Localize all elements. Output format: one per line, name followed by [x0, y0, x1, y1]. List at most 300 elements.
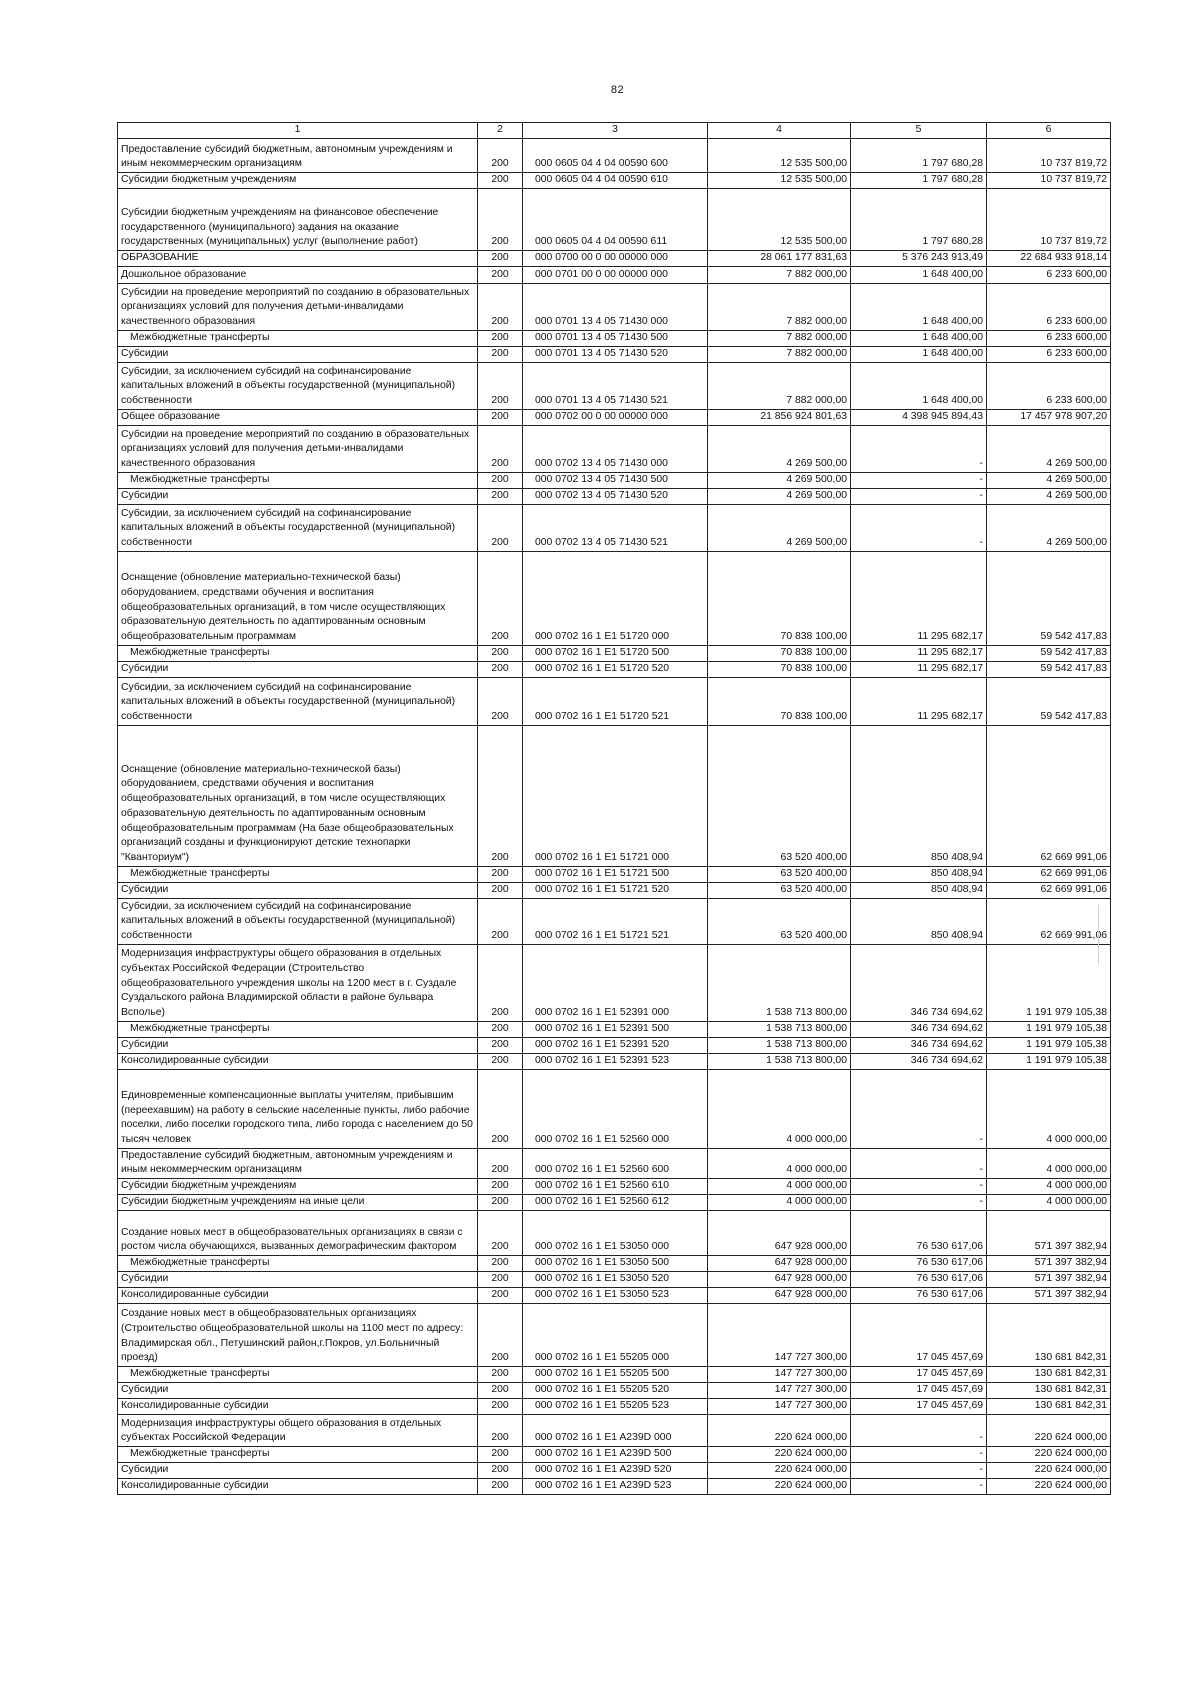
- row-name-cell: [118, 1148, 478, 1178]
- row-plan-cell: 7 882 000,00: [708, 266, 851, 283]
- row-name-cell: [118, 346, 478, 362]
- row-remaining-cell: 6 233 600,00: [987, 266, 1111, 283]
- row-status-cell: 200: [478, 725, 523, 866]
- table-row: [118, 1037, 1111, 1053]
- row-status-cell: 200: [478, 1148, 523, 1178]
- row-name-cell: [118, 645, 478, 661]
- row-status-cell: 200: [478, 1415, 523, 1447]
- row-plan-cell: 70 838 100,00: [708, 661, 851, 677]
- row-status-cell: 200: [478, 1037, 523, 1053]
- row-plan-cell: 63 520 400,00: [708, 882, 851, 898]
- row-executed-cell: -: [851, 1415, 987, 1447]
- column-header: 2: [478, 123, 523, 139]
- row-remaining-cell: 59 542 417,83: [987, 551, 1111, 645]
- row-name-cell: [118, 1304, 478, 1367]
- column-header: 6: [987, 123, 1111, 139]
- row-name-text: Субсидии, за исключением субсидий на софинансирование капитальных вложений в объекты государственной (муниципальной) собственности: [121, 681, 456, 722]
- row-status-cell: 200: [478, 1021, 523, 1037]
- row-executed-cell: -: [851, 1195, 987, 1211]
- row-plan-cell: 12 535 500,00: [708, 189, 851, 251]
- row-plan-cell: 1 538 713 800,00: [708, 1037, 851, 1053]
- table-row: [118, 1148, 1111, 1178]
- row-status-cell: 200: [478, 1479, 523, 1495]
- table-row: [118, 898, 1111, 944]
- row-name-text: Оснащение (обновление материально-технической базы) оборудованием, средствами обучения и воспитания общеобразовательных организаций, в том числе осуществляющих образовательную деятельность по адаптированным основным общеобразовательным программам: [121, 572, 446, 642]
- row-remaining-cell: 130 681 842,31: [987, 1399, 1111, 1415]
- row-status-cell: 200: [478, 1367, 523, 1383]
- row-name-text: Субсидии: [121, 1384, 169, 1396]
- row-name-text: Межбюджетные трансферты: [130, 1257, 270, 1269]
- table-row: [118, 1211, 1111, 1256]
- row-name-text: Субсидии: [121, 490, 169, 501]
- row-plan-cell: 28 061 177 831,63: [708, 251, 851, 267]
- row-plan-cell: 647 928 000,00: [708, 1256, 851, 1272]
- row-code-cell: 000 0702 13 4 05 71430 000: [523, 425, 708, 472]
- table-row: [118, 139, 1111, 173]
- row-name-cell: [118, 362, 478, 409]
- row-remaining-cell: 10 737 819,72: [987, 173, 1111, 189]
- row-name-cell: [118, 425, 478, 472]
- row-name-text: Консолидированные субсидии: [121, 1289, 269, 1301]
- table-row: [118, 1399, 1111, 1415]
- row-name-cell: [118, 551, 478, 645]
- table-row: [118, 1288, 1111, 1304]
- row-status-cell: 200: [478, 645, 523, 661]
- row-status-cell: 200: [478, 661, 523, 677]
- row-name-text: Создание новых мест в общеобразовательных организациях в связи с ростом числа обучающихся, вызванных демографическим фактором: [121, 1226, 463, 1253]
- row-code-cell: 000 0702 16 1 E1 52391 523: [523, 1053, 708, 1069]
- row-executed-cell: 17 045 457,69: [851, 1399, 987, 1415]
- row-code-cell: 000 0702 16 1 E1 51720 520: [523, 661, 708, 677]
- row-plan-cell: 63 520 400,00: [708, 898, 851, 944]
- row-status-cell: 200: [478, 1211, 523, 1256]
- row-name-text: Консолидированные субсидии: [121, 1480, 269, 1492]
- row-plan-cell: 21 856 924 801,63: [708, 409, 851, 425]
- row-code-cell: 000 0702 13 4 05 71430 521: [523, 504, 708, 551]
- row-executed-cell: -: [851, 504, 987, 551]
- row-name-cell: [118, 1479, 478, 1495]
- row-status-cell: 200: [478, 1304, 523, 1367]
- row-plan-cell: 12 535 500,00: [708, 173, 851, 189]
- row-code-cell: 000 0702 00 0 00 00000 000: [523, 409, 708, 425]
- row-name-text: Дошкольное образование: [121, 269, 247, 280]
- row-status-cell: 200: [478, 1288, 523, 1304]
- row-plan-cell: 12 535 500,00: [708, 139, 851, 173]
- row-plan-cell: 1 538 713 800,00: [708, 1053, 851, 1069]
- table-row: [118, 1256, 1111, 1272]
- table-row: [118, 866, 1111, 882]
- row-status-cell: 200: [478, 944, 523, 1021]
- row-name-cell: [118, 330, 478, 346]
- row-remaining-cell: 571 397 382,94: [987, 1211, 1111, 1256]
- row-remaining-cell: 10 737 819,72: [987, 189, 1111, 251]
- row-code-cell: 000 0702 16 1 E1 52560 612: [523, 1195, 708, 1211]
- row-plan-cell: 70 838 100,00: [708, 645, 851, 661]
- row-executed-cell: 5 376 243 913,49: [851, 251, 987, 267]
- row-remaining-cell: 6 233 600,00: [987, 330, 1111, 346]
- row-plan-cell: 63 520 400,00: [708, 866, 851, 882]
- row-executed-cell: 850 408,94: [851, 882, 987, 898]
- table-row: [118, 409, 1111, 425]
- row-plan-cell: 647 928 000,00: [708, 1288, 851, 1304]
- row-name-text: Модернизация инфраструктуры общего образования в отдельных субъектах Российской Федерации (Строительство общеобразовательного учреждения школы на 1200 мест в г. Суздале Суздальского района Владимирской области в районе бульвара Всполье): [121, 948, 457, 1018]
- row-remaining-cell: 571 397 382,94: [987, 1288, 1111, 1304]
- row-name-text: Межбюджетные трансферты: [130, 868, 270, 879]
- row-status-cell: 200: [478, 409, 523, 425]
- row-plan-cell: 7 882 000,00: [708, 362, 851, 409]
- row-status-cell: 200: [478, 425, 523, 472]
- row-code-cell: 000 0702 13 4 05 71430 520: [523, 488, 708, 504]
- column-header: 1: [118, 123, 478, 139]
- row-name-cell: [118, 139, 478, 173]
- row-remaining-cell: 22 684 933 918,14: [987, 251, 1111, 267]
- row-status-cell: 200: [478, 1195, 523, 1211]
- row-name-text: Межбюджетные трансферты: [130, 1023, 270, 1034]
- row-status-cell: 200: [478, 882, 523, 898]
- row-code-cell: 000 0702 16 1 E1 51721 520: [523, 882, 708, 898]
- row-executed-cell: 346 734 694,62: [851, 1037, 987, 1053]
- row-name-cell: [118, 725, 478, 866]
- row-code-cell: 000 0702 16 1 E1 55205 000: [523, 1304, 708, 1367]
- row-code-cell: 000 0702 16 1 E1 51720 521: [523, 677, 708, 725]
- row-executed-cell: 4 398 945 894,43: [851, 409, 987, 425]
- row-name-text: Единовременные компенсационные выплаты учителям, прибывшим (переехавшим) на работу в сельские населенные пункты, либо рабочие поселки, либо поселки городского типа, либо города с населением до 50 тысяч человек: [121, 1089, 473, 1145]
- row-name-text: Субсидии бюджетным учреждениям на иные цели: [121, 1196, 365, 1208]
- row-remaining-cell: 220 624 000,00: [987, 1447, 1111, 1463]
- row-name-text: Субсидии, за исключением субсидий на софинансирование капитальных вложений в объекты государственной (муниципальной) собственности: [121, 507, 456, 548]
- row-remaining-cell: 4 269 500,00: [987, 425, 1111, 472]
- row-name-cell: [118, 1399, 478, 1415]
- row-name-text: Субсидии: [121, 1273, 169, 1285]
- row-plan-cell: 220 624 000,00: [708, 1447, 851, 1463]
- row-name-text: Модернизация инфраструктуры общего образования в отдельных субъектах Российской Федерации: [121, 1417, 442, 1444]
- row-name-cell: [118, 189, 478, 251]
- table-row: [118, 1447, 1111, 1463]
- row-remaining-cell: 6 233 600,00: [987, 346, 1111, 362]
- table-row: [118, 251, 1111, 267]
- row-remaining-cell: 62 669 991,06: [987, 882, 1111, 898]
- row-name-cell: [118, 1195, 478, 1211]
- row-code-cell: 000 0702 16 1 E1 55205 520: [523, 1383, 708, 1399]
- row-code-cell: 000 0702 16 1 E1 52560 600: [523, 1148, 708, 1178]
- table-row: [118, 677, 1111, 725]
- row-executed-cell: 1 648 400,00: [851, 346, 987, 362]
- table-row: [118, 1383, 1111, 1399]
- row-code-cell: 000 0702 16 1 E1 A239D 000: [523, 1415, 708, 1447]
- row-remaining-cell: 4 000 000,00: [987, 1179, 1111, 1195]
- row-remaining-cell: 1 191 979 105,38: [987, 1021, 1111, 1037]
- column-number-row: [118, 123, 1111, 139]
- row-status-cell: 200: [478, 1447, 523, 1463]
- row-status-cell: 200: [478, 189, 523, 251]
- row-executed-cell: 1 648 400,00: [851, 266, 987, 283]
- row-status-cell: 200: [478, 139, 523, 173]
- table-row: [118, 504, 1111, 551]
- row-executed-cell: 11 295 682,17: [851, 551, 987, 645]
- row-plan-cell: 1 538 713 800,00: [708, 1021, 851, 1037]
- row-status-cell: 200: [478, 1069, 523, 1148]
- row-remaining-cell: 4 000 000,00: [987, 1148, 1111, 1178]
- row-status-cell: 200: [478, 488, 523, 504]
- row-code-cell: 000 0702 16 1 E1 53050 500: [523, 1256, 708, 1272]
- table-row: [118, 346, 1111, 362]
- row-name-cell: [118, 409, 478, 425]
- row-name-cell: [118, 661, 478, 677]
- row-code-cell: 000 0702 16 1 E1 52560 610: [523, 1179, 708, 1195]
- row-executed-cell: 17 045 457,69: [851, 1383, 987, 1399]
- table-row: [118, 362, 1111, 409]
- column-header: 4: [708, 123, 851, 139]
- row-executed-cell: 76 530 617,06: [851, 1256, 987, 1272]
- row-executed-cell: 850 408,94: [851, 866, 987, 882]
- table-header: [118, 123, 1111, 139]
- row-status-cell: 200: [478, 362, 523, 409]
- row-code-cell: 000 0605 04 4 04 00590 600: [523, 139, 708, 173]
- row-remaining-cell: 4 000 000,00: [987, 1195, 1111, 1211]
- row-executed-cell: -: [851, 1179, 987, 1195]
- row-remaining-cell: 17 457 978 907,20: [987, 409, 1111, 425]
- row-executed-cell: -: [851, 1148, 987, 1178]
- table-row: [118, 1415, 1111, 1447]
- row-executed-cell: 17 045 457,69: [851, 1304, 987, 1367]
- row-plan-cell: 4 269 500,00: [708, 504, 851, 551]
- table-body: [118, 139, 1111, 1495]
- row-executed-cell: 1 648 400,00: [851, 283, 987, 330]
- row-plan-cell: 1 538 713 800,00: [708, 944, 851, 1021]
- row-name-text: Субсидии: [121, 884, 169, 895]
- row-executed-cell: 850 408,94: [851, 725, 987, 866]
- table-row: [118, 725, 1111, 866]
- row-name-text: Субсидии бюджетным учреждениям на финансовое обеспечение государственного (муниципального) задания на оказание государственных (муниципальных) услуг (выполнение работ): [121, 206, 439, 248]
- row-code-cell: 000 0701 13 4 05 71430 500: [523, 330, 708, 346]
- row-code-cell: 000 0702 16 1 E1 51721 500: [523, 866, 708, 882]
- row-status-cell: 200: [478, 472, 523, 488]
- column-header: 3: [523, 123, 708, 139]
- row-code-cell: 000 0701 13 4 05 71430 521: [523, 362, 708, 409]
- row-plan-cell: 147 727 300,00: [708, 1383, 851, 1399]
- row-name-cell: [118, 1069, 478, 1148]
- row-status-cell: 200: [478, 1179, 523, 1195]
- row-name-text: Общее образование: [121, 411, 221, 422]
- table-row: [118, 472, 1111, 488]
- row-name-text: ОБРАЗОВАНИЕ: [121, 252, 199, 263]
- row-remaining-cell: 220 624 000,00: [987, 1479, 1111, 1495]
- row-name-text: Предоставление субсидий бюджетным, автономным учреждениям и иным некоммерческим организациям: [121, 143, 453, 170]
- row-code-cell: 000 0702 16 1 E1 A239D 523: [523, 1479, 708, 1495]
- row-code-cell: 000 0701 13 4 05 71430 000: [523, 283, 708, 330]
- row-remaining-cell: 130 681 842,31: [987, 1383, 1111, 1399]
- row-code-cell: 000 0702 16 1 E1 51721 000: [523, 725, 708, 866]
- table-row: [118, 425, 1111, 472]
- row-status-cell: 200: [478, 173, 523, 189]
- row-executed-cell: 1 797 680,28: [851, 189, 987, 251]
- row-name-text: Субсидии, за исключением субсидий на софинансирование капитальных вложений в объекты государственной (муниципальной) собственности: [121, 365, 456, 406]
- row-status-cell: 200: [478, 1272, 523, 1288]
- row-name-cell: [118, 1288, 478, 1304]
- column-header: 5: [851, 123, 987, 139]
- row-plan-cell: 647 928 000,00: [708, 1272, 851, 1288]
- row-name-cell: [118, 1447, 478, 1463]
- row-remaining-cell: 59 542 417,83: [987, 677, 1111, 725]
- row-name-text: Субсидии бюджетным учреждениям: [121, 174, 297, 186]
- row-status-cell: 200: [478, 504, 523, 551]
- row-plan-cell: 70 838 100,00: [708, 677, 851, 725]
- row-code-cell: 000 0702 13 4 05 71430 500: [523, 472, 708, 488]
- row-executed-cell: 76 530 617,06: [851, 1272, 987, 1288]
- row-plan-cell: 147 727 300,00: [708, 1304, 851, 1367]
- row-status-cell: 200: [478, 677, 523, 725]
- row-remaining-cell: 6 233 600,00: [987, 362, 1111, 409]
- row-plan-cell: 4 000 000,00: [708, 1195, 851, 1211]
- row-name-text: Межбюджетные трансферты: [130, 1448, 270, 1460]
- row-code-cell: 000 0702 16 1 E1 55205 500: [523, 1367, 708, 1383]
- row-name-text: Предоставление субсидий бюджетным, автономным учреждениям и иным некоммерческим организациям: [121, 1149, 453, 1176]
- row-code-cell: 000 0702 16 1 E1 53050 520: [523, 1272, 708, 1288]
- row-remaining-cell: 220 624 000,00: [987, 1463, 1111, 1479]
- row-executed-cell: 76 530 617,06: [851, 1288, 987, 1304]
- row-name-cell: [118, 677, 478, 725]
- row-code-cell: 000 0702 16 1 E1 51721 521: [523, 898, 708, 944]
- row-code-cell: 000 0702 16 1 E1 52391 000: [523, 944, 708, 1021]
- table-row: [118, 1069, 1111, 1148]
- row-name-text: Межбюджетные трансферты: [130, 332, 270, 343]
- row-plan-cell: 220 624 000,00: [708, 1463, 851, 1479]
- table-row: [118, 189, 1111, 251]
- row-plan-cell: 647 928 000,00: [708, 1211, 851, 1256]
- row-remaining-cell: 220 624 000,00: [987, 1415, 1111, 1447]
- table-row: [118, 1272, 1111, 1288]
- row-name-text: Субсидии: [121, 348, 169, 359]
- row-code-cell: 000 0702 16 1 E1 55205 523: [523, 1399, 708, 1415]
- table-row: [118, 1463, 1111, 1479]
- table-row: [118, 488, 1111, 504]
- row-name-cell: [118, 283, 478, 330]
- row-name-cell: [118, 1021, 478, 1037]
- row-status-cell: 200: [478, 551, 523, 645]
- row-name-text: Субсидии бюджетным учреждениям: [121, 1180, 297, 1192]
- row-remaining-cell: 571 397 382,94: [987, 1256, 1111, 1272]
- row-name-text: Субсидии, за исключением субсидий на софинансирование капитальных вложений в объекты государственной (муниципальной) собственности: [121, 900, 456, 941]
- row-code-cell: 000 0701 00 0 00 00000 000: [523, 266, 708, 283]
- row-executed-cell: 76 530 617,06: [851, 1211, 987, 1256]
- row-status-cell: 200: [478, 283, 523, 330]
- row-plan-cell: 220 624 000,00: [708, 1479, 851, 1495]
- row-remaining-cell: 1 191 979 105,38: [987, 1037, 1111, 1053]
- row-name-text: Субсидии: [121, 1039, 169, 1050]
- row-status-cell: 200: [478, 1463, 523, 1479]
- row-executed-cell: 11 295 682,17: [851, 661, 987, 677]
- row-remaining-cell: 1 191 979 105,38: [987, 944, 1111, 1021]
- row-name-cell: [118, 866, 478, 882]
- row-remaining-cell: 4 269 500,00: [987, 472, 1111, 488]
- row-executed-cell: 1 648 400,00: [851, 330, 987, 346]
- row-name-cell: [118, 1256, 478, 1272]
- row-code-cell: 000 0702 16 1 E1 52391 500: [523, 1021, 708, 1037]
- row-remaining-cell: 59 542 417,83: [987, 661, 1111, 677]
- row-remaining-cell: 62 669 991,06: [987, 898, 1111, 944]
- row-executed-cell: 346 734 694,62: [851, 1021, 987, 1037]
- row-status-cell: 200: [478, 266, 523, 283]
- table-row: [118, 1179, 1111, 1195]
- row-plan-cell: 4 000 000,00: [708, 1148, 851, 1178]
- row-plan-cell: 4 269 500,00: [708, 488, 851, 504]
- row-name-cell: [118, 266, 478, 283]
- row-code-cell: 000 0702 16 1 E1 52391 520: [523, 1037, 708, 1053]
- row-plan-cell: 4 269 500,00: [708, 425, 851, 472]
- row-remaining-cell: 59 542 417,83: [987, 645, 1111, 661]
- row-name-cell: [118, 1383, 478, 1399]
- row-plan-cell: 220 624 000,00: [708, 1415, 851, 1447]
- row-name-cell: [118, 1179, 478, 1195]
- row-executed-cell: 346 734 694,62: [851, 944, 987, 1021]
- row-remaining-cell: 4 000 000,00: [987, 1069, 1111, 1148]
- table-row: [118, 1479, 1111, 1495]
- table-row: [118, 173, 1111, 189]
- row-name-cell: [118, 944, 478, 1021]
- row-name-cell: [118, 898, 478, 944]
- row-plan-cell: 4 000 000,00: [708, 1179, 851, 1195]
- table-row: [118, 266, 1111, 283]
- row-name-text: Субсидии на проведение мероприятий по созданию в образовательных организациях условий для получения детьми-инвалидами качественного образования: [121, 286, 470, 327]
- row-name-text: Консолидированные субсидии: [121, 1400, 269, 1412]
- row-name-text: Создание новых мест в общеобразовательных организациях (Строительство общеобразовательной школы на 1100 мест по адресу: Владимирская обл., Петушинский район,г.Покров, ул.Больничный проезд): [121, 1308, 464, 1364]
- row-executed-cell: -: [851, 1069, 987, 1148]
- row-name-text: Субсидии: [121, 663, 169, 674]
- row-status-cell: 200: [478, 898, 523, 944]
- row-remaining-cell: 4 269 500,00: [987, 504, 1111, 551]
- row-status-cell: 200: [478, 1383, 523, 1399]
- table-row: [118, 944, 1111, 1021]
- table-row: [118, 1021, 1111, 1037]
- row-name-text: Межбюджетные трансферты: [130, 474, 270, 485]
- row-code-cell: 000 0702 16 1 E1 53050 523: [523, 1288, 708, 1304]
- row-executed-cell: -: [851, 1463, 987, 1479]
- row-code-cell: 000 0702 16 1 E1 52560 000: [523, 1069, 708, 1148]
- row-name-text: Оснащение (обновление материально-технической базы) оборудованием, средствами обучения и воспитания общеобразовательных организаций, в том числе осуществляющих образовательную деятельность по адаптированным основным общеобразовательным программам (На базе общеобразовательных организаций созданы и функционируют детские технопарки "Кванториум"): [121, 763, 454, 863]
- row-status-cell: 200: [478, 866, 523, 882]
- row-code-cell: 000 0702 16 1 E1 51720 500: [523, 645, 708, 661]
- row-plan-cell: 147 727 300,00: [708, 1399, 851, 1415]
- page-number: 82: [610, 84, 625, 96]
- row-executed-cell: 850 408,94: [851, 898, 987, 944]
- row-status-cell: 200: [478, 1256, 523, 1272]
- row-executed-cell: 11 295 682,17: [851, 645, 987, 661]
- row-name-cell: [118, 1415, 478, 1447]
- table-row: [118, 551, 1111, 645]
- row-remaining-cell: 571 397 382,94: [987, 1272, 1111, 1288]
- row-remaining-cell: 62 669 991,06: [987, 866, 1111, 882]
- row-plan-cell: 4 269 500,00: [708, 472, 851, 488]
- row-name-cell: [118, 1272, 478, 1288]
- row-name-text: Межбюджетные трансферты: [130, 647, 270, 658]
- row-executed-cell: -: [851, 1479, 987, 1495]
- budget-execution-table: [117, 122, 1111, 1495]
- row-code-cell: 000 0702 16 1 E1 A239D 520: [523, 1463, 708, 1479]
- row-name-text: Субсидии на проведение мероприятий по созданию в образовательных организациях условий для получения детьми-инвалидами качественного образования: [121, 428, 470, 469]
- row-plan-cell: 70 838 100,00: [708, 551, 851, 645]
- table-row: [118, 1304, 1111, 1367]
- row-remaining-cell: 62 669 991,06: [987, 725, 1111, 866]
- row-name-cell: [118, 504, 478, 551]
- row-executed-cell: -: [851, 472, 987, 488]
- row-executed-cell: 346 734 694,62: [851, 1053, 987, 1069]
- table-row: [118, 1367, 1111, 1383]
- row-name-cell: [118, 1211, 478, 1256]
- row-name-cell: [118, 472, 478, 488]
- row-name-text: Консолидированные субсидии: [121, 1055, 269, 1066]
- row-executed-cell: -: [851, 425, 987, 472]
- row-name-cell: [118, 1037, 478, 1053]
